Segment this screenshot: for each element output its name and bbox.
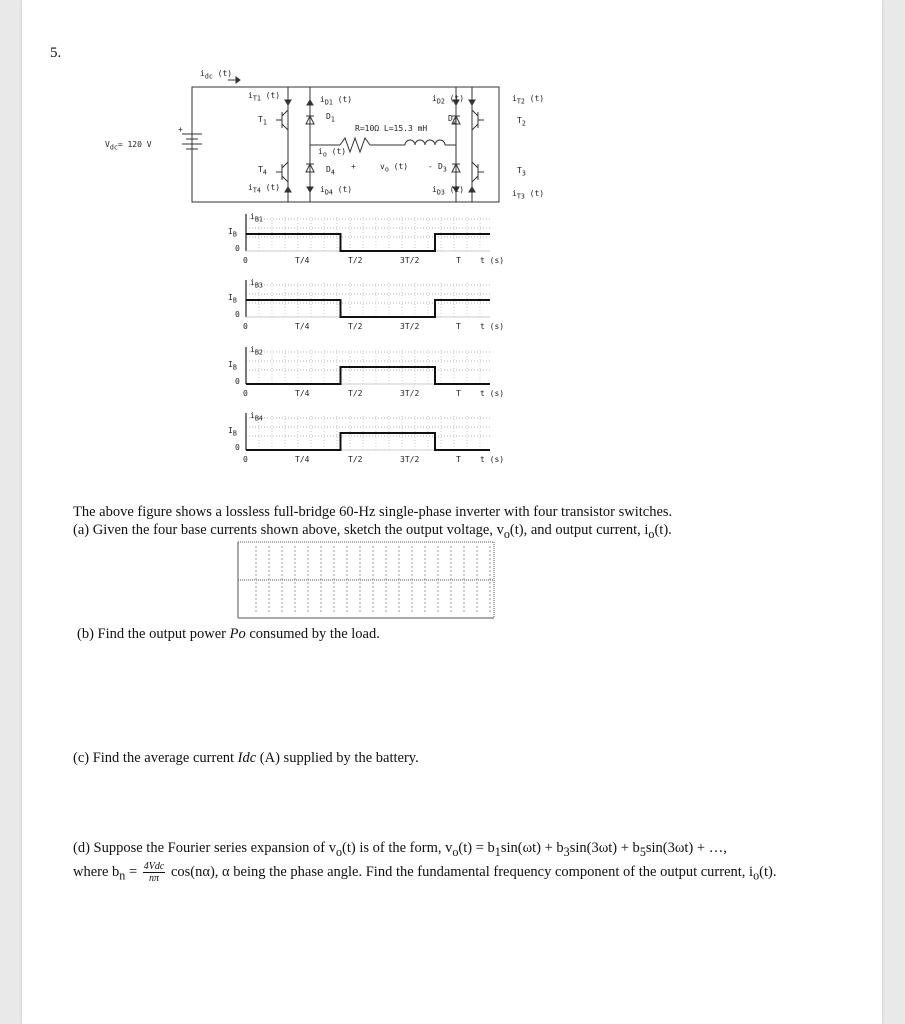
waveform-tick-label: t (s) <box>480 322 505 331</box>
iD3-label: $i_{D3}$ (t) <box>432 185 465 197</box>
waveform-tick-label: T/2 <box>348 389 363 398</box>
waveform-yzero: 0 <box>235 244 240 253</box>
part-a-text: (a) Given the four base currents shown above, sketch the output voltage, $v_o(t)$, and output current, $i_o(t)$. <box>73 522 672 541</box>
waveform-yzero: 0 <box>235 377 240 386</box>
waveform-tick-label: T <box>456 455 461 464</box>
fraction-4vdc-over-npi: 4Vdc nπ <box>143 861 165 884</box>
waveform-tick-label: T/4 <box>295 256 310 265</box>
waveform-tick-label: T <box>456 256 461 265</box>
waveform-label-B1: $i_{B1}$ <box>250 212 263 224</box>
waveform-tick-label: 0 <box>243 455 248 464</box>
waveform-tick-label: T/4 <box>295 389 310 398</box>
waveform-yzero: 0 <box>235 310 240 319</box>
waveform-label-B4: $i_{B4}$ <box>250 411 263 423</box>
D3-label: $D_3$ <box>438 162 447 174</box>
waveform-tick-label: T/2 <box>348 322 363 331</box>
vo-minus: - <box>428 162 433 171</box>
intro-text: The above figure shows a lossless full-bridge 60-Hz single-phase inverter with four transistor switches. <box>73 504 673 520</box>
waveform-tick-label: T <box>456 389 461 398</box>
idc-label: $i_{dc}$ (t) <box>200 69 233 81</box>
waveform-ylevel: $I_B$ <box>228 426 237 438</box>
waveform-tick-label: T/2 <box>348 455 363 464</box>
iD2-label: $i_{D2}$ (t) <box>432 94 465 106</box>
part-c-text: (c) Find the average current Idc (A) supplied by the battery. <box>73 750 419 766</box>
waveform-label-B3: $i_{B3}$ <box>250 278 263 290</box>
waveform-tick-label: 3T/2 <box>400 389 420 398</box>
part-d-line2: where $b_n$ = 4Vdc nπ cos(nα), α being the phase angle. Find the fundamental frequency component of the output current, $i_o(t)$. <box>73 861 777 884</box>
io-label: $i_o$ (t) <box>318 147 347 159</box>
waveform-tick-label: T/4 <box>295 322 310 331</box>
waveform-tick-label: 0 <box>243 322 248 331</box>
T2-label: $T_2$ <box>517 116 526 128</box>
waveform-tick-label: T <box>456 322 461 331</box>
iT1-label: $i_{T1}$ (t) <box>248 91 281 103</box>
waveform-tick-label: t (s) <box>480 455 505 464</box>
waveform-ylevel: $I_B$ <box>228 227 237 239</box>
D1-label: $D_1$ <box>326 112 335 124</box>
part-b-text: (b) Find the output power Po consumed by the load. <box>77 626 380 642</box>
waveform-tick-label: 3T/2 <box>400 455 420 464</box>
waveform-tick-label: T/2 <box>348 256 363 265</box>
battery-plus: + <box>178 125 183 134</box>
vdc-label: $V_{dc}= 120$ V <box>105 140 152 152</box>
waveform-ylevel: $I_B$ <box>228 293 237 305</box>
waveform-yzero: 0 <box>235 443 240 452</box>
T1-label: $T_1$ <box>258 115 267 127</box>
question-number: 5. <box>50 45 62 61</box>
vo-plus: + <box>351 162 356 171</box>
waveform-tick-label: T/4 <box>295 455 310 464</box>
waveform-tick-label: 3T/2 <box>400 322 420 331</box>
waveform-tick-label: t (s) <box>480 389 505 398</box>
iD4-label: $i_{D4}$ (t) <box>320 185 353 197</box>
part-d-line1: (d) Suppose the Fourier series expansion of $v_o(t)$ is of the form, $v_o(t) = b_1\sin(\omega t) + b_3\sin(3\omega t) + b_5\sin(3\omega t)$ + …, <box>73 840 727 859</box>
waveform-label-B2: $i_{B2}$ <box>250 345 263 357</box>
vo-label: $v_o$ (t) <box>380 162 409 174</box>
D4-label: $D_4$ <box>326 165 335 177</box>
T4-label: $T_4$ <box>258 165 267 177</box>
iD1-label: $i_{D1}$ (t) <box>320 95 353 107</box>
iT2-label: $i_{T2}$ (t) <box>512 94 545 106</box>
waveform-tick-label: 0 <box>243 256 248 265</box>
iT3-label: $i_{T3}$ (t) <box>512 189 545 201</box>
iT4-label: $i_{T4}$ (t) <box>248 183 281 195</box>
load-label: R=10Ω L=15.3 mH <box>355 124 428 133</box>
waveform-ylevel: $I_B$ <box>228 360 237 372</box>
D2-label: $D_2$ <box>448 114 457 126</box>
waveform-tick-label: 3T/2 <box>400 256 420 265</box>
waveform-tick-label: t (s) <box>480 256 505 265</box>
T3-label: $T_3$ <box>517 166 526 178</box>
waveform-tick-label: 0 <box>243 389 248 398</box>
